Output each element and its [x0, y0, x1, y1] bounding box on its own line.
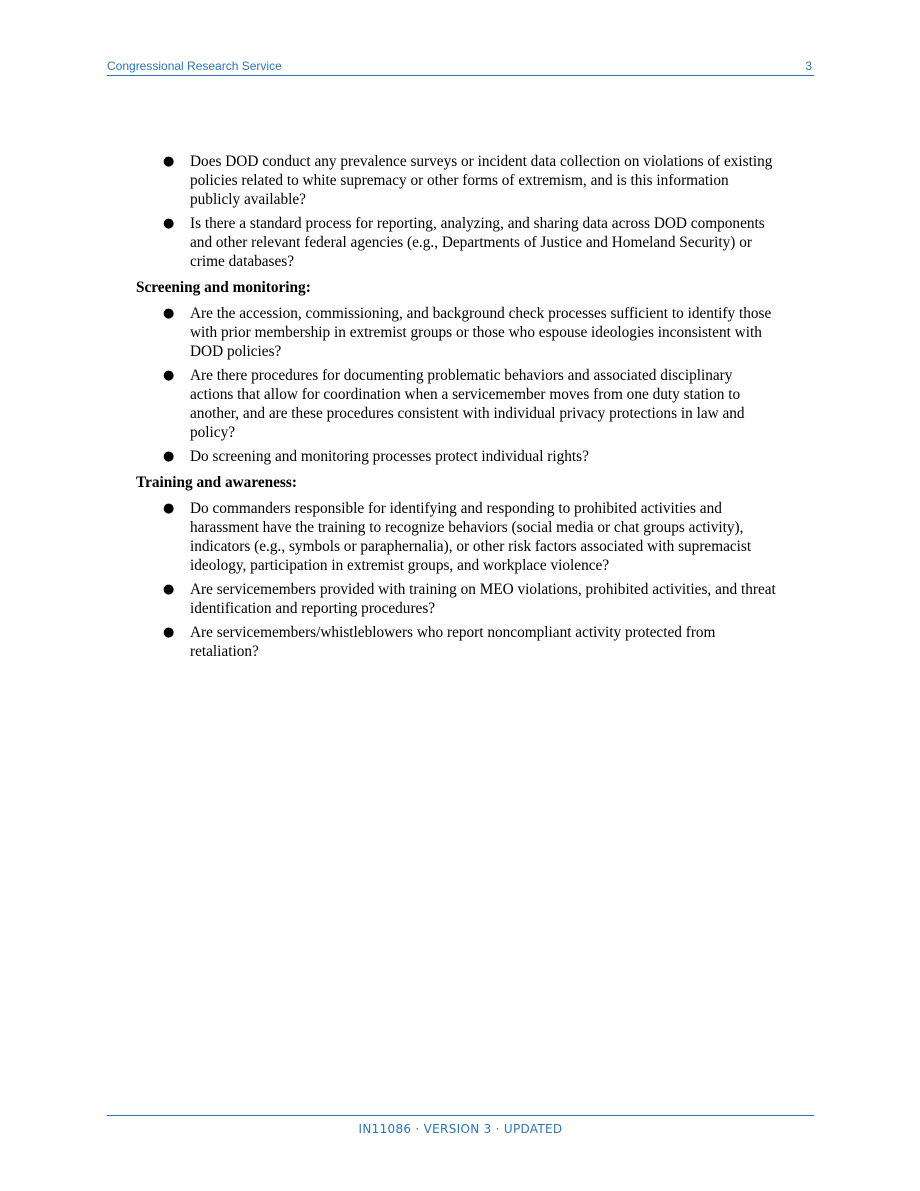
list-item: [136, 623, 776, 661]
bullet-icon: ●: [163, 449, 175, 464]
list-item: [136, 499, 776, 575]
list-item-text: Does DOD conduct any prevalence surveys or incident data collection on violations of existing policies related to white supremacy or other forms of extremism, and is this information publicly available?: [190, 153, 773, 208]
page-header: [107, 58, 814, 76]
list-item-text: Are the accession, commissioning, and background check processes sufficient to identify those with prior membership in extremist groups or those who espouse ideologies inconsistent with DOD policies?: [190, 305, 772, 360]
bullet-icon: ●: [163, 216, 175, 231]
list-item: [136, 214, 776, 271]
footer-text: IN11086 · VERSION 3 · UPDATED: [358, 1122, 563, 1136]
list-item-text: Are servicemembers provided with training on MEO violations, prohibited activities, and threat identification and reporting procedures?: [190, 581, 776, 617]
list-item: [136, 447, 776, 466]
bullet-list: [136, 152, 776, 271]
bullet-icon: ●: [163, 501, 175, 516]
bullet-icon: ●: [163, 306, 175, 321]
section-heading: Training and awareness:: [136, 474, 297, 491]
list-item-text: Are servicemembers/whistleblowers who report noncompliant activity protected from retaliation?: [190, 624, 716, 660]
bullet-list: [136, 304, 776, 466]
bullet-icon: ●: [163, 625, 175, 640]
list-item-text: Do screening and monitoring processes protect individual rights?: [190, 448, 589, 465]
page-number: 3: [805, 59, 812, 73]
document-body: [136, 152, 776, 668]
page-footer: [107, 1115, 814, 1136]
list-item: [136, 366, 776, 442]
bullet-icon: ●: [163, 154, 175, 169]
list-item-text: Are there procedures for documenting problematic behaviors and associated disciplinary actions that allow for coordination when a servicemember moves from one duty station to another, and are these procedures consistent with individual privacy protections in law and policy?: [190, 367, 745, 441]
bullet-list: [136, 499, 776, 661]
list-item-text: Do commanders responsible for identifying and responding to prohibited activities and harassment have the training to recognize behaviors (social media or chat groups activity), indicators (e.g., symbols or paraphernalia), or other risk factors associated with supremacist ideology, participation in extremist groups, and workplace violence?: [190, 500, 752, 574]
list-item: [136, 152, 776, 209]
list-item: [136, 304, 776, 361]
bullet-icon: ●: [163, 582, 175, 597]
section-heading: Screening and monitoring:: [136, 279, 311, 296]
list-item-text: Is there a standard process for reporting, analyzing, and sharing data across DOD components and other relevant federal agencies (e.g., Departments of Justice and Homeland Security) or crime databases?: [190, 215, 765, 270]
header-organization: Congressional Research Service: [107, 59, 282, 73]
list-item: [136, 580, 776, 618]
bullet-icon: ●: [163, 368, 175, 383]
